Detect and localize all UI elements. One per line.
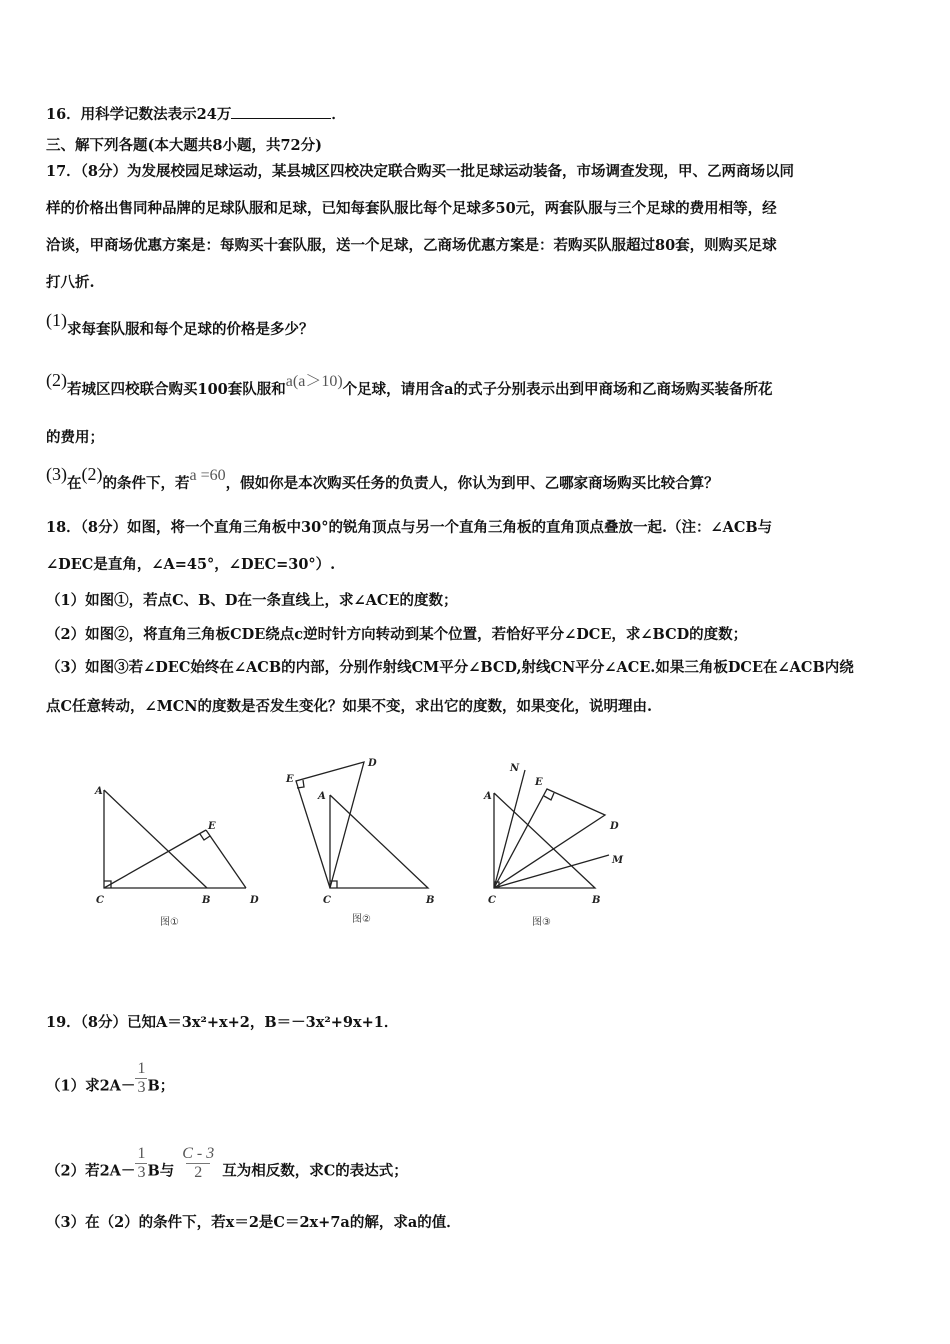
label-B: B [592, 895, 601, 906]
figure-3-caption: 图③ [532, 917, 551, 928]
part-text: 的条件下，若 [102, 475, 190, 492]
denominator: 2 [186, 1163, 210, 1182]
part-text: 个足球，请用含a的式子分别表示出到甲商场和乙商场购买装备所花 [342, 381, 773, 398]
q19-stem: 19．（8分）已知A＝3x²+x+2，B＝－3x²+9x+1． [46, 1014, 399, 1031]
label-B: B [426, 895, 435, 906]
part-text: （1）求2A－ [46, 1077, 136, 1095]
label-D: D [368, 758, 377, 769]
label-D: D [250, 895, 259, 906]
q18-line: ∠DEC是直角，∠A=45°，∠DEC=30°）. [46, 556, 336, 573]
q17-line: 打八折. [46, 274, 95, 291]
label-E: E [286, 774, 294, 785]
figure-1-caption: 图① [160, 917, 179, 928]
part-text: 求每套队服和每个足球的价格是多少？ [67, 321, 314, 338]
denominator: 3 [137, 1164, 146, 1181]
q18-line: （3）如图③若∠DEC始终在∠ACB的内部，分别作射线CM平分∠BCD,射线CN平分∠ACE.如果三角板DCE在∠ACB内绕 [46, 659, 854, 676]
q16-end: ． [331, 106, 346, 123]
q19-part1 [46, 1060, 175, 1105]
fraction [135, 1145, 147, 1182]
label-N: N [510, 763, 520, 774]
denominator: 3 [137, 1079, 146, 1096]
part-number: (1) [46, 310, 67, 330]
part-text: 互为相反数，求C的表达式； [222, 1162, 408, 1180]
part-text: B； [147, 1077, 175, 1095]
fraction [174, 1145, 222, 1182]
q19-part2 [46, 1145, 408, 1190]
q19-part3: （3）在（2）的条件下，若x＝2是C＝2x+7a的解，求a的值． [46, 1214, 461, 1231]
section-title: 三、解下列各题(本大题共8小题，共72分) [46, 137, 322, 154]
q17-line: 样的价格出售同种品牌的足球队服和足球，已知每套队服比每个足球多50元，两套队服与三个足球的费用相等，经 [46, 200, 777, 217]
q18-line: （1）如图①，若点C、B、D在一条直线上，求∠ACE的度数； [46, 592, 458, 609]
q17-line: 洽谈，甲商场优惠方案是：每购买十套队服，送一个足球，乙商场优惠方案是：若购买队服超过80套，则购买足球 [46, 237, 777, 254]
q18-line: 18．（8分）如图，将一个直角三角板中30°的锐角顶点与另一个直角三角板的直角顶点叠放一起.（注：∠ACB与 [46, 519, 773, 536]
part-text: 在 [67, 475, 82, 492]
math-expr: a =60 [189, 467, 226, 484]
label-E: E [535, 777, 543, 788]
numerator: 1 [137, 1060, 146, 1077]
part-text: 若城区四校联合购买100套队服和 [67, 381, 286, 398]
figure-2-caption: 图② [352, 914, 371, 925]
label-A: A [95, 786, 103, 797]
label-A: A [318, 791, 326, 802]
q18-line: 点C任意转动，∠MCN的度数是否发生变化？如果不变，求出它的度数，如果变化，说明理由. [46, 698, 653, 715]
part-text: B与 [147, 1162, 175, 1180]
figure-2-lines [296, 762, 428, 888]
numerator: 1 [137, 1145, 146, 1162]
q16-text: 16．用科学记数法表示24万 [46, 106, 232, 123]
part-text: （2）若2A－ [46, 1162, 136, 1180]
part-text: ，假如你是本次购买任务的负责人，你认为到甲、乙哪家商场购买比较合算？ [225, 475, 719, 492]
part-number: (3) [46, 464, 67, 484]
figure-1-lines [104, 790, 246, 888]
label-A: A [484, 791, 492, 802]
label-C: C [96, 895, 104, 906]
label-B: B [202, 895, 211, 906]
q17-part2-cont: 的费用； [46, 429, 104, 446]
label-C: C [488, 895, 496, 906]
q17-line: 17．（8分）为发展校园足球运动，某县城区四校决定联合购买一批足球运动装备，市场调查发现，甲、乙两商场以同 [46, 163, 795, 180]
label-D: D [610, 821, 619, 832]
part-ref: (2) [81, 464, 103, 484]
label-M: M [612, 855, 624, 866]
label-E: E [208, 821, 216, 832]
figure-3-lines [494, 770, 609, 888]
part-number: (2) [46, 370, 67, 390]
q18-line: （2）如图②，将直角三角板CDE绕点c逆时针方向转动到某个位置，若恰好平分∠DCE，求∠BCD的度数； [46, 626, 748, 643]
math-expr: a(a＞10) [285, 373, 343, 390]
numerator: C - 3 [182, 1145, 215, 1162]
fraction [135, 1060, 147, 1097]
label-C: C [323, 895, 331, 906]
